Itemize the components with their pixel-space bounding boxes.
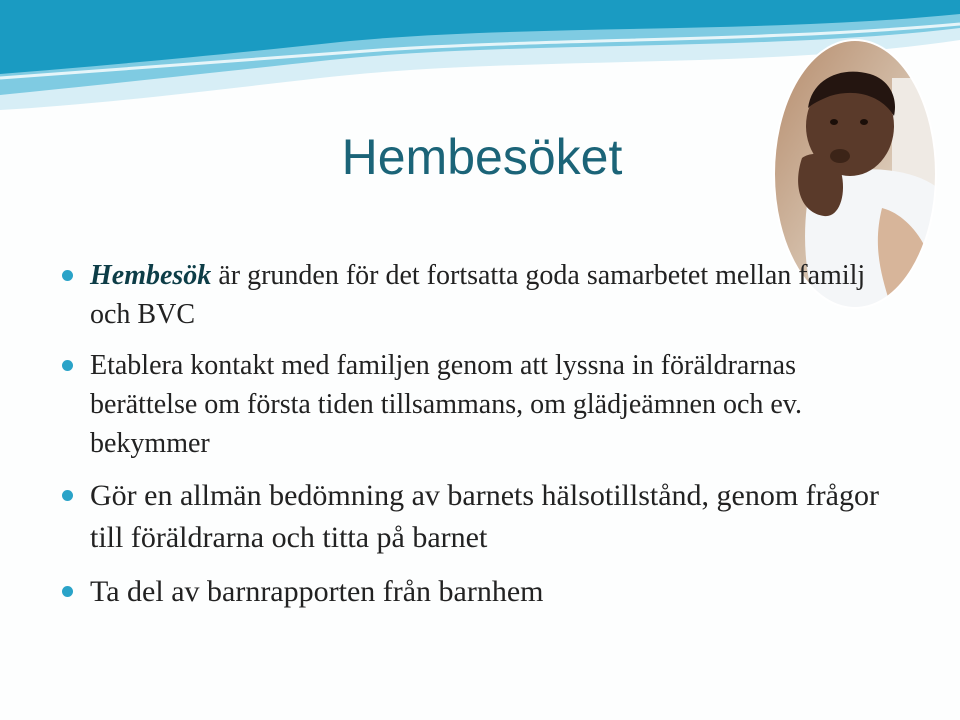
- bullet-term: Hembesök: [90, 260, 212, 291]
- bullet-list: [62, 256, 882, 625]
- bullet-item: [62, 346, 882, 463]
- bullet-item: [62, 571, 882, 613]
- bullet-text: Ta del av barnrapporten från barnhem: [90, 575, 544, 608]
- slide-title: Hembesöket: [341, 129, 623, 185]
- bullet-text: Gör en allmän bedömning av barnets hälsotillstånd, genom frågor till föräldrarna och titta på barnet: [90, 479, 879, 554]
- bullet-item: [62, 256, 882, 334]
- bullet-text: Etablera kontakt med familjen genom att lyssna in föräldrarnas berättelse om första tiden tillsammans, om glädjeämnen och ev. bekymmer: [90, 350, 802, 459]
- bullet-dot-icon: [62, 490, 73, 501]
- bullet-dot-icon: [62, 586, 73, 597]
- bullet-text: är grunden för det fortsatta goda samarbetet mellan familj och BVC: [90, 260, 866, 330]
- bullet-dot-icon: [62, 360, 73, 371]
- bullet-dot-icon: [62, 270, 73, 281]
- bullet-item: [62, 475, 882, 559]
